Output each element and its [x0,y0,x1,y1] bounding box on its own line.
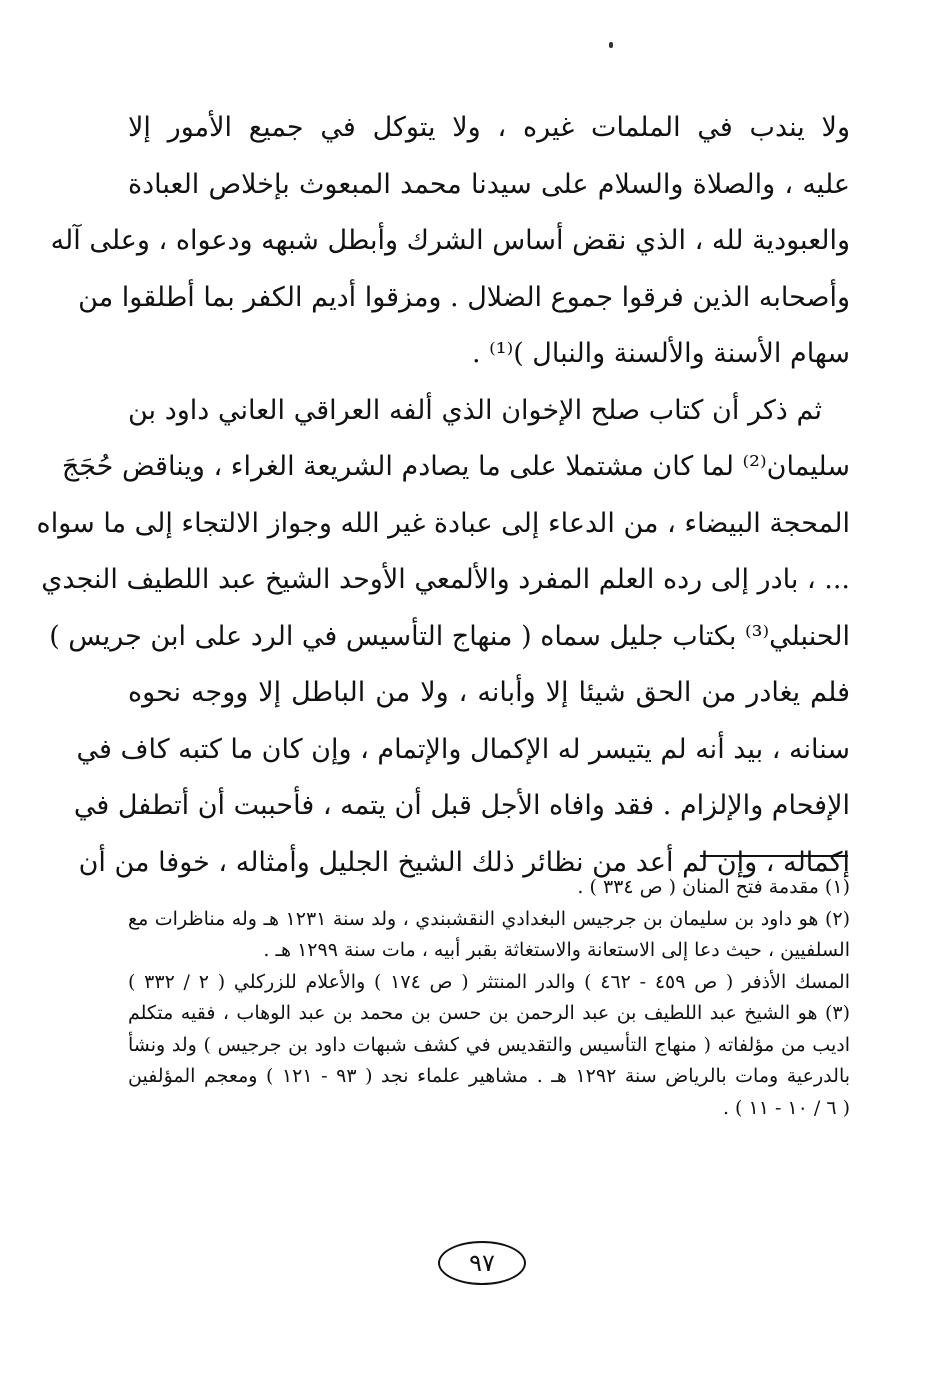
body-line: والعبودية لله ، الذي نقض أساس الشرك وأبطل شبهه ودعواه ، وعلى آله [50,225,850,256]
body-line: سهام الأسنة والألسنة والنبال )⁽¹⁾ . [471,338,850,369]
body-line: المحجة البيضاء ، من الدعاء إلى عبادة غير الله وجواز الالتجاء إلى ما سواه [36,507,850,539]
footnote-line: بالدرعية ومات بالرياض سنة ١٢٩٢ هـ . مشاهير علماء نجد ( ٩٣ - ١٢١ ) ومعجم المؤلفين [128,1065,851,1087]
scan-speck [609,42,613,48]
main-body-text [36,100,850,891]
footnote-divider [700,855,848,857]
footnotes [128,872,850,1124]
body-line: عليه ، والصلاة والسلام على سيدنا محمد المبعوث بإخلاص العبادة [128,168,850,200]
footnote-line: المسك الأذفر ( ص ٤٥٩ - ٤٦٢ ) والدر المنتثر ( ص ١٧٤ ) والأعلام للزركلي ( ٢ / ٣٣٢ ) [128,970,850,993]
body-line: سنانه ، بيد أنه لم يتيسر له الإكمال والإتمام ، وإن كان ما كتبه كاف في [76,733,850,765]
footnote-line: اديب من مؤلفاته ( منهاج التأسيس والتقديس في كشف شبهات داود بن جرجيس ) ولد ونشأ [128,1033,850,1056]
body-line: إكماله ، وإن لم أعد من نظائر ذلك الشيخ الجليل وأمثاله ، خوفا من أن [78,846,850,878]
body-line: فلم يغادر من الحق شيئا إلا وأبانه ، ولا من الباطل إلا ووجه نحوه [128,677,850,708]
body-line: الإفحام والإلزام . فقد وافاه الأجل قبل أن يتمه ، فأحببت أن أتطفل في [73,790,850,821]
body-line: سليمان⁽²⁾ لما كان مشتملا على ما يصادم الشريعة الغراء ، ويناقض حُجَجَ [61,451,850,482]
page-number: ٩٧ [438,1241,526,1285]
body-line: ... ، بادر إلى رده العلم المفرد والألمعي الأوحد الشيخ عبد اللطيف النجدي [41,564,850,595]
body-line: ولا يندب في الملمات غيره ، ولا يتوكل في جميع الأمور إلا [128,112,850,143]
footnote-line: السلفيين ، حيث دعا إلى الاستعانة والاستغاثة بقبر أبيه ، مات سنة ١٢٩٩ هـ . [263,939,850,961]
footnote-line: (٢) هو داود بن سليمان بن جرجيس البغدادي النقشبندي ، ولد سنة ١٢٣١ هـ وله مناظرات مع [128,907,851,930]
body-line: ثم ذكر أن كتاب صلح الإخوان الذي ألفه العراقي العاني داود بن [128,394,822,426]
footnote-line: ( ٦ / ١٠ - ١١ ) . [722,1096,850,1119]
body-line: وأصحابه الذين فرقوا جموع الضلال . ومزقوا أديم الكفر بما أطلقوا من [78,281,850,313]
footnote-line: (١) مقدمة فتح المنان ( ص ٣٣٤ ) . [577,876,850,898]
footnote-line: (٣) هو الشيخ عبد اللطيف بن عبد الرحمن بن حسن بن محمد بن عبد الوهاب ، فقيه متكلم [128,1002,850,1024]
body-line: الحنبلي⁽³⁾ بكتاب جليل سماه ( منهاج التأسيس في الرد على ابن جريس ) [49,620,850,652]
